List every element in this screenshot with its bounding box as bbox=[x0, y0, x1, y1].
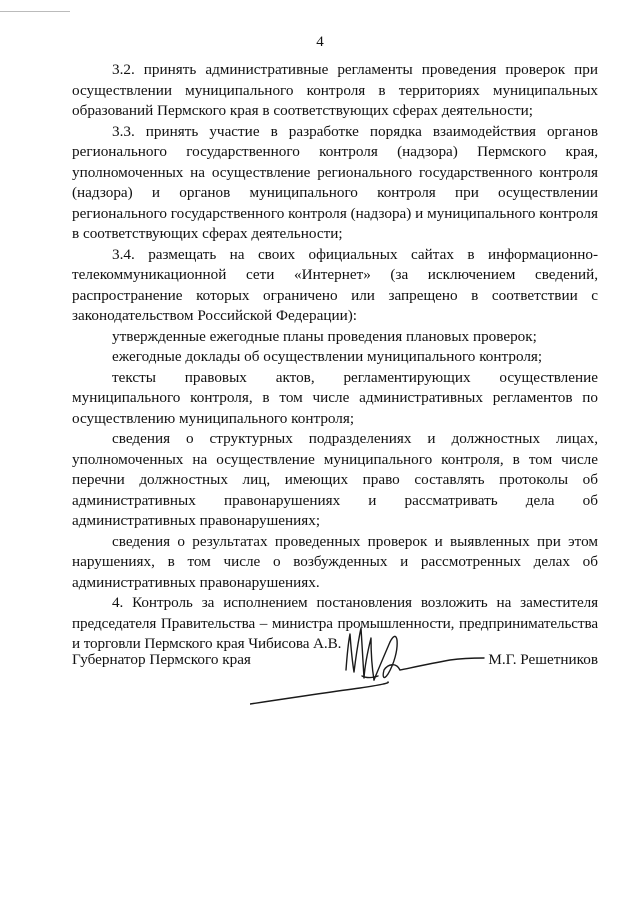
scan-edge-mark bbox=[0, 11, 70, 12]
list-item-inspection-results: сведения о результатах проведенных проверок и выявленных при этом нарушениях, в том числе о возбужденных и рассмотренных делах об административных правонарушениях. bbox=[72, 532, 598, 591]
signature-stroke-loop bbox=[374, 636, 400, 680]
paragraph-3-2: 3.2. принять административные регламенты проведения проверок при осуществлении муниципального контроля в территориях муниципальных образований Пермского края в соответствующих сферах деятельности; bbox=[72, 61, 598, 119]
signature-mid-flourish bbox=[362, 676, 378, 678]
list-item-reports: ежегодные доклады об осуществлении муниципального контроля; bbox=[112, 348, 543, 365]
list-item-structure-info: сведения о структурных подразделениях и должностных лицах, уполномоченных на осуществление муниципального контроля, в том числе перечни должностных лиц, имеющих право составлять протоколы об административных правонарушениях и рассматривать дела об административных правонарушениях; bbox=[72, 430, 598, 529]
document-body bbox=[72, 60, 598, 655]
signature-stroke-m bbox=[346, 628, 374, 680]
list-item-legal-acts: тексты правовых актов, регламентирующих осуществление муниципального контроля, в том числе административных регламентов по осуществлению муниципального контроля; bbox=[72, 368, 598, 427]
paragraph-3-3: 3.3. принять участие в разработке порядка взаимодействия органов регионального государственного контроля (надзора) Пермского края, уполномоченных на осуществление регионального государственного контроля (надзора) и органов муниципального контроля при осуществлении регионального государственного контроля (надзора) и муниципального контроля в соответствующих сферах деятельности; bbox=[72, 122, 598, 242]
signatory-title: Губернатор Пермского края bbox=[72, 651, 251, 668]
paragraph-3-4: 3.4. размещать на своих официальных сайтах в информационно-телекоммуникационной сети «Интернет» (за исключением сведений, распространение которых ограничено или запрещено в соответствии с законодательством Российской Федерации): bbox=[72, 245, 598, 324]
signature-underline bbox=[250, 682, 388, 704]
paragraph-4-control: 4. Контроль за исполнением постановления возложить на заместителя председателя Правительства – министра промышленности, предпринимательства и торговли Пермского края Чибисова А.В. bbox=[72, 594, 598, 652]
handwritten-signature bbox=[250, 612, 490, 712]
page-number: 4 bbox=[316, 34, 324, 50]
signature-stroke-tail bbox=[400, 658, 484, 670]
signatory-name: М.Г. Решетников bbox=[488, 651, 598, 668]
list-item-plans: утвержденные ежегодные планы проведения плановых проверок; bbox=[112, 327, 537, 345]
